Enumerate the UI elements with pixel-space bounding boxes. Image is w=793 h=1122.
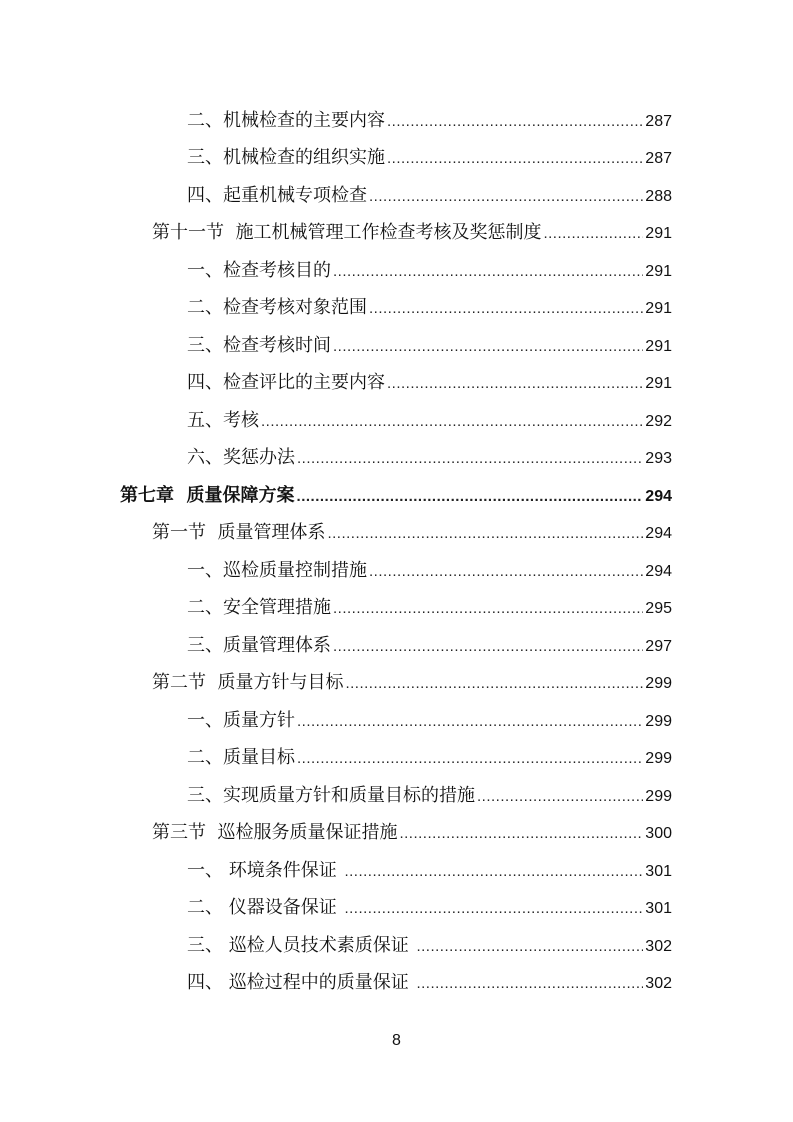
table-of-contents: [0, 100, 793, 1000]
toc-entry-page: 287: [645, 112, 672, 130]
toc-entry-page: 293: [645, 450, 672, 468]
toc-subsection-entry[interactable]: [0, 288, 793, 326]
toc-subsection-entry[interactable]: [0, 775, 793, 813]
toc-dot-leader: [333, 600, 643, 617]
toc-entry-page: 299: [645, 675, 672, 693]
toc-entry-page: 299: [645, 750, 672, 768]
toc-subsection-entry[interactable]: [0, 850, 793, 888]
toc-subsection-entry[interactable]: [0, 438, 793, 476]
toc-entry-page: 302: [645, 975, 672, 993]
toc-entry-title: 二、检查考核对象范围: [187, 297, 367, 319]
toc-entry-title: 一、检查考核目的: [187, 259, 331, 281]
toc-entry-page: 291: [645, 375, 672, 393]
toc-entry-title: 第三节 巡检服务质量保证措施: [152, 822, 398, 844]
toc-entry-title: 六、奖惩办法: [187, 447, 295, 469]
toc-entry-title: 五、考核: [187, 409, 259, 431]
toc-dot-leader: [369, 300, 643, 317]
toc-entry-page: 291: [645, 300, 672, 318]
toc-dot-leader: [477, 788, 643, 805]
toc-subsection-entry[interactable]: [0, 625, 793, 663]
toc-entry-title: 四、 巡检过程中的质量保证: [187, 972, 415, 994]
toc-dot-leader: [387, 113, 643, 130]
toc-section-entry[interactable]: [0, 663, 793, 701]
toc-dot-leader: [399, 825, 643, 842]
toc-entry-page: 294: [645, 525, 672, 543]
toc-dot-leader: [387, 375, 643, 392]
toc-subsection-entry[interactable]: [0, 550, 793, 588]
toc-entry-page: 301: [645, 900, 672, 918]
toc-entry-title: 三、质量管理体系: [187, 634, 331, 656]
toc-subsection-entry[interactable]: [0, 363, 793, 401]
toc-dot-leader: [369, 188, 643, 205]
toc-entry-title: 四、检查评比的主要内容: [187, 372, 385, 394]
toc-entry-page: 299: [645, 712, 672, 730]
toc-dot-leader: [297, 450, 643, 467]
toc-subsection-entry[interactable]: [0, 588, 793, 626]
toc-entry-title: 二、质量目标: [187, 747, 295, 769]
toc-dot-leader: [416, 975, 643, 992]
toc-entry-title: 一、质量方针: [187, 709, 295, 731]
toc-dot-leader: [387, 150, 643, 167]
toc-entry-title: 二、机械检查的主要内容: [187, 109, 385, 131]
toc-subsection-entry[interactable]: [0, 138, 793, 176]
toc-entry-page: 287: [645, 150, 672, 168]
toc-entry-title: 第七章 质量保障方案: [120, 484, 295, 506]
toc-dot-leader: [344, 863, 643, 880]
toc-entry-title: 第十一节 施工机械管理工作检查考核及奖惩制度: [152, 222, 542, 244]
toc-subsection-entry[interactable]: [0, 700, 793, 738]
toc-entry-page: 300: [645, 825, 672, 843]
toc-entry-page: 294: [645, 487, 672, 505]
toc-section-entry[interactable]: [0, 213, 793, 251]
toc-dot-leader: [333, 338, 643, 355]
toc-dot-leader: [327, 525, 643, 542]
toc-entry-title: 一、 环境条件保证: [187, 859, 343, 881]
toc-entry-title: 第一节 质量管理体系: [152, 522, 326, 544]
toc-entry-page: 291: [645, 337, 672, 355]
toc-entry-page: 299: [645, 787, 672, 805]
toc-entry-page: 301: [645, 862, 672, 880]
toc-section-entry[interactable]: [0, 813, 793, 851]
toc-entry-title: 二、 仪器设备保证: [187, 897, 343, 919]
toc-entry-page: 297: [645, 637, 672, 655]
toc-subsection-entry[interactable]: [0, 400, 793, 438]
toc-entry-page: 292: [645, 412, 672, 430]
toc-entry-title: 三、检查考核时间: [187, 334, 331, 356]
toc-entry-page: 302: [645, 937, 672, 955]
toc-dot-leader: [369, 563, 643, 580]
toc-dot-leader: [297, 488, 644, 505]
toc-dot-leader: [297, 713, 643, 730]
toc-entry-page: 288: [645, 187, 672, 205]
toc-subsection-entry[interactable]: [0, 325, 793, 363]
toc-entry-page: 294: [645, 562, 672, 580]
toc-dot-leader: [344, 900, 643, 917]
toc-entry-title: 二、安全管理措施: [187, 597, 331, 619]
toc-dot-leader: [345, 675, 643, 692]
toc-subsection-entry[interactable]: [0, 963, 793, 1001]
toc-entry-page: 291: [645, 225, 672, 243]
toc-entry-title: 三、 巡检人员技术素质保证: [187, 934, 415, 956]
toc-entry-title: 四、起重机械专项检查: [187, 184, 367, 206]
toc-subsection-entry[interactable]: [0, 100, 793, 138]
toc-dot-leader: [543, 225, 643, 242]
toc-section-entry[interactable]: [0, 513, 793, 551]
toc-dot-leader: [261, 413, 643, 430]
toc-entry-page: 291: [645, 262, 672, 280]
toc-chapter-entry[interactable]: [0, 475, 793, 513]
toc-subsection-entry[interactable]: [0, 175, 793, 213]
toc-entry-title: 一、巡检质量控制措施: [187, 559, 367, 581]
toc-dot-leader: [416, 938, 643, 955]
toc-dot-leader: [297, 750, 643, 767]
toc-subsection-entry[interactable]: [0, 738, 793, 776]
toc-subsection-entry[interactable]: [0, 250, 793, 288]
toc-entry-title: 第二节 质量方针与目标: [152, 672, 344, 694]
toc-dot-leader: [333, 263, 643, 280]
toc-entry-title: 三、实现质量方针和质量目标的措施: [187, 784, 475, 806]
toc-entry-title: 三、机械检查的组织实施: [187, 147, 385, 169]
toc-entry-page: 295: [645, 600, 672, 618]
toc-subsection-entry[interactable]: [0, 888, 793, 926]
page-number: 8: [392, 1032, 401, 1049]
toc-dot-leader: [333, 638, 643, 655]
toc-subsection-entry[interactable]: [0, 925, 793, 963]
